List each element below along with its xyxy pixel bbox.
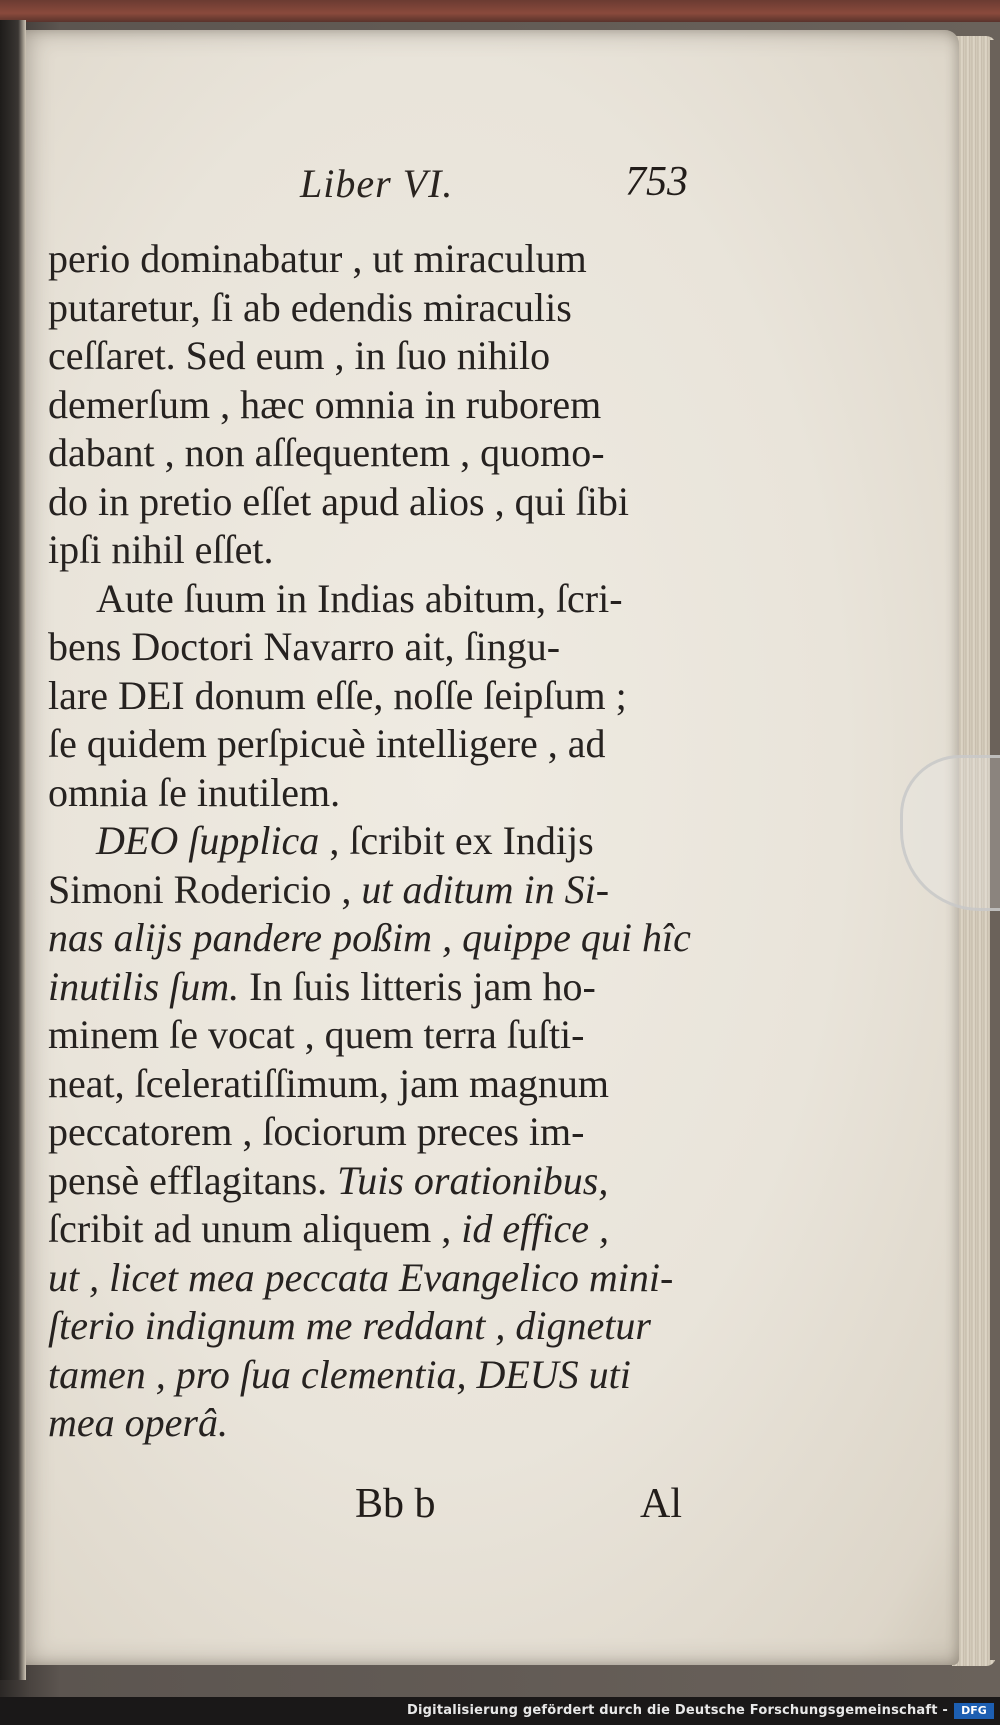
text-line: Aute ſuum in Indias abitum, ſcri- [96, 575, 623, 621]
text-line [48, 817, 708, 866]
roman-span: ſcribit ad unum aliquem , [48, 1206, 462, 1251]
italic-span: inutilis ſum. [48, 963, 240, 1009]
text-line: tamen , pro ſua clementia, DEUS uti [48, 1351, 631, 1397]
italic-span: DEO ſupplica [96, 818, 320, 863]
body-text [48, 235, 708, 1448]
text-line: demerſum , hæc omnia in ruborem [48, 381, 602, 427]
text-line: perio dominabatur , ut miraculum [48, 236, 587, 281]
text-line [48, 866, 708, 915]
text-line: ſe quidem perſpicuè intelligere , ad [48, 721, 606, 766]
text-line: neat, ſceleratiſſimum, jam magnum [48, 1060, 609, 1106]
digitization-credit: Digitalisierung gefördert durch die Deutsche Forschungsgemeinschaft - [407, 1703, 948, 1718]
text-line: minem ſe vocat , quem terra ſuſti- [48, 1012, 585, 1057]
text-line: mea operâ. [48, 1400, 228, 1445]
text-line: ipſi nihil eſſet. [48, 527, 274, 572]
page-number: 753 [625, 159, 688, 205]
roman-span: In ſuis litteris jam ho- [239, 963, 596, 1009]
text-line [48, 1157, 708, 1206]
text-line: do in pretio eſſet apud alios , qui ſibi [48, 478, 630, 524]
signature-mark: Bb b [355, 1481, 436, 1527]
book-binding [0, 20, 26, 1680]
text-line: lare DEI donum eſſe, noſſe ſeipſum ; [48, 672, 627, 718]
roman-span: pensè efflagitans. [48, 1157, 338, 1203]
text-line: ſterio indignum me reddant , dignetur [48, 1303, 651, 1348]
text-line: dabant , non aſſequentem , quomo- [48, 430, 605, 475]
text-line: nas alijs pandere poßim , quippe qui hîc [48, 915, 691, 960]
italic-span: id effice , [461, 1206, 609, 1251]
text-line: ut , licet mea peccata Evangelico mini- [48, 1254, 674, 1300]
text-line: bens Doctori Navarro ait, ſingu- [48, 624, 561, 669]
text-line [48, 963, 708, 1012]
book-top-edge [0, 0, 1000, 22]
catchword: Al [640, 1481, 682, 1527]
text-line: ceſſaret. Sed eum , in ſuo nihilo [48, 333, 551, 378]
italic-span: Tuis orationibus, [337, 1157, 609, 1203]
text-line: peccatorem , ſociorum preces im- [48, 1109, 585, 1154]
text-line: putaretur, ſi ab edendis miraculis [48, 284, 572, 330]
text-line: omnia ſe inutilem. [48, 769, 341, 815]
italic-span: ut aditum in Si- [361, 866, 610, 912]
roman-span: , ſcribit ex Indijs [319, 818, 594, 863]
text-line [48, 1205, 708, 1254]
roman-span: Simoni Rodericio , [48, 866, 362, 912]
dfg-logo-icon: DFG [954, 1703, 994, 1719]
running-head: Liber VI. [300, 161, 454, 206]
